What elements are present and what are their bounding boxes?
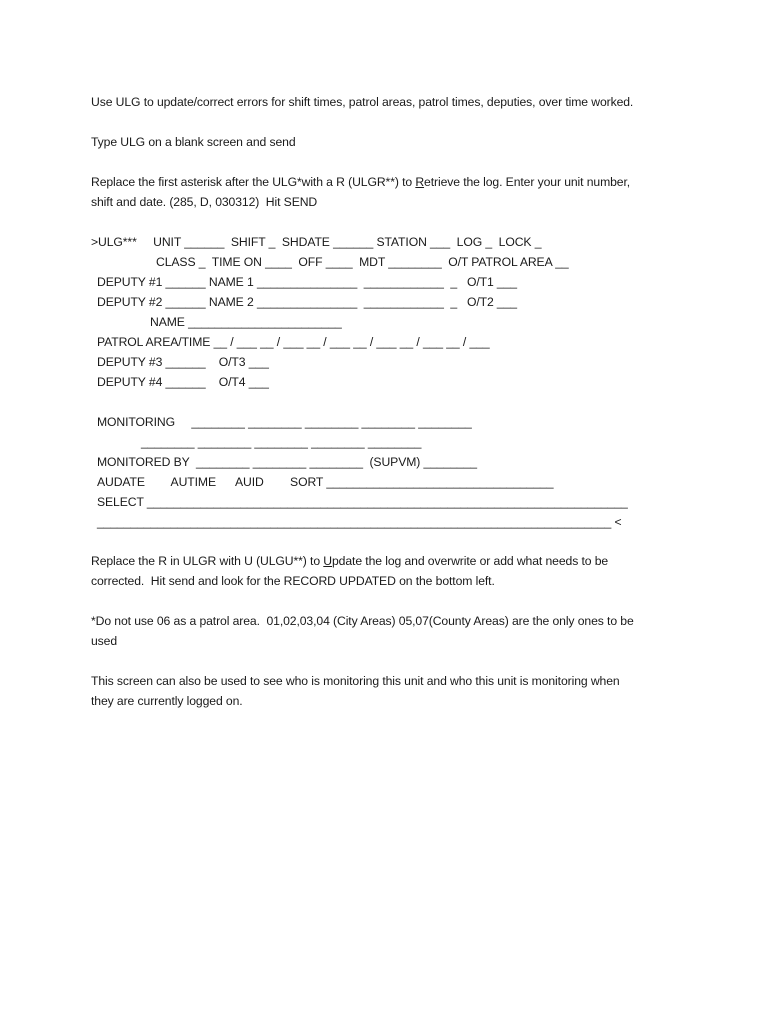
screen-line-bottom: _____________________________________________________________________________ < [97,515,622,529]
intro-text: Use ULG to update/correct errors for shift times, patrol areas, patrol times, deputies, over time worked. [91,95,634,109]
closing-line-1: This screen can also be used to see who is monitoring this unit and who this unit is monitoring when [91,674,620,688]
note-line-2: used [91,634,118,648]
screen-line-name: NAME _______________________ [150,315,342,329]
screen-line-deputy-4: DEPUTY #4 ______ O/T4 ___ [97,375,269,389]
screen-line-patrol-area-time: PATROL AREA/TIME __ / ___ __ / ___ __ / ___ __ / ___ __ / ___ __ / ___ [97,335,490,349]
screen-line-select: SELECT ________________________________________________________________________ [97,495,628,509]
screen-line-deputy-1: DEPUTY #1 ______ NAME 1 _______________ ____________ _ O/T1 ___ [97,275,517,289]
closing-line-2: they are currently logged on. [91,694,243,708]
screen-line-header: >ULG*** UNIT ______ SHIFT _ SHDATE ______ STATION ___ LOG _ LOCK _ [91,235,542,249]
step-retrieve-line-1 [91,174,630,190]
screen-line-deputy-3: DEPUTY #3 ______ O/T3 ___ [97,355,269,369]
screen-line-monitored-by: MONITORED BY ________ ________ ________ (SUPVM) ________ [97,455,477,469]
step-update-line-2: corrected. Hit send and look for the RECORD UPDATED on the bottom left. [91,574,495,588]
step-update-text-b: pdate the log and overwrite or add what needs to be [332,554,609,568]
note-line-1: *Do not use 06 as a patrol area. 01,02,03,04 (City Areas) 05,07(County Areas) are the only ones to be [91,614,634,628]
retrieve-underlined-letter: R [415,175,425,189]
step-update-text-a: Replace the R in ULGR with U (ULGU**) to [91,554,324,568]
screen-line-monitoring-cont: ________ ________ ________ ________ ________ [141,435,422,449]
step-retrieve-line-2: shift and date. (285, D, 030312) Hit SEND [91,195,318,209]
step-type-ulg: Type ULG on a blank screen and send [91,135,296,149]
screen-line-monitoring: MONITORING ________ ________ ________ ________ ________ [97,415,472,429]
update-underlined-letter: U [323,554,332,568]
screen-line-class: CLASS _ TIME ON ____ OFF ____ MDT ________ O/T PATROL AREA __ [156,255,569,269]
step-retrieve-text-b: etrieve the log. Enter your unit number, [424,175,631,189]
screen-line-audate: AUDATE AUTIME AUID SORT __________________________________ [97,475,554,489]
step-update-line-1 [91,553,608,569]
step-retrieve-text-a: Replace the first asterisk after the ULG*with a R (ULGR**) to [91,175,416,189]
screen-line-deputy-2: DEPUTY #2 ______ NAME 2 _______________ ____________ _ O/T2 ___ [97,295,517,309]
